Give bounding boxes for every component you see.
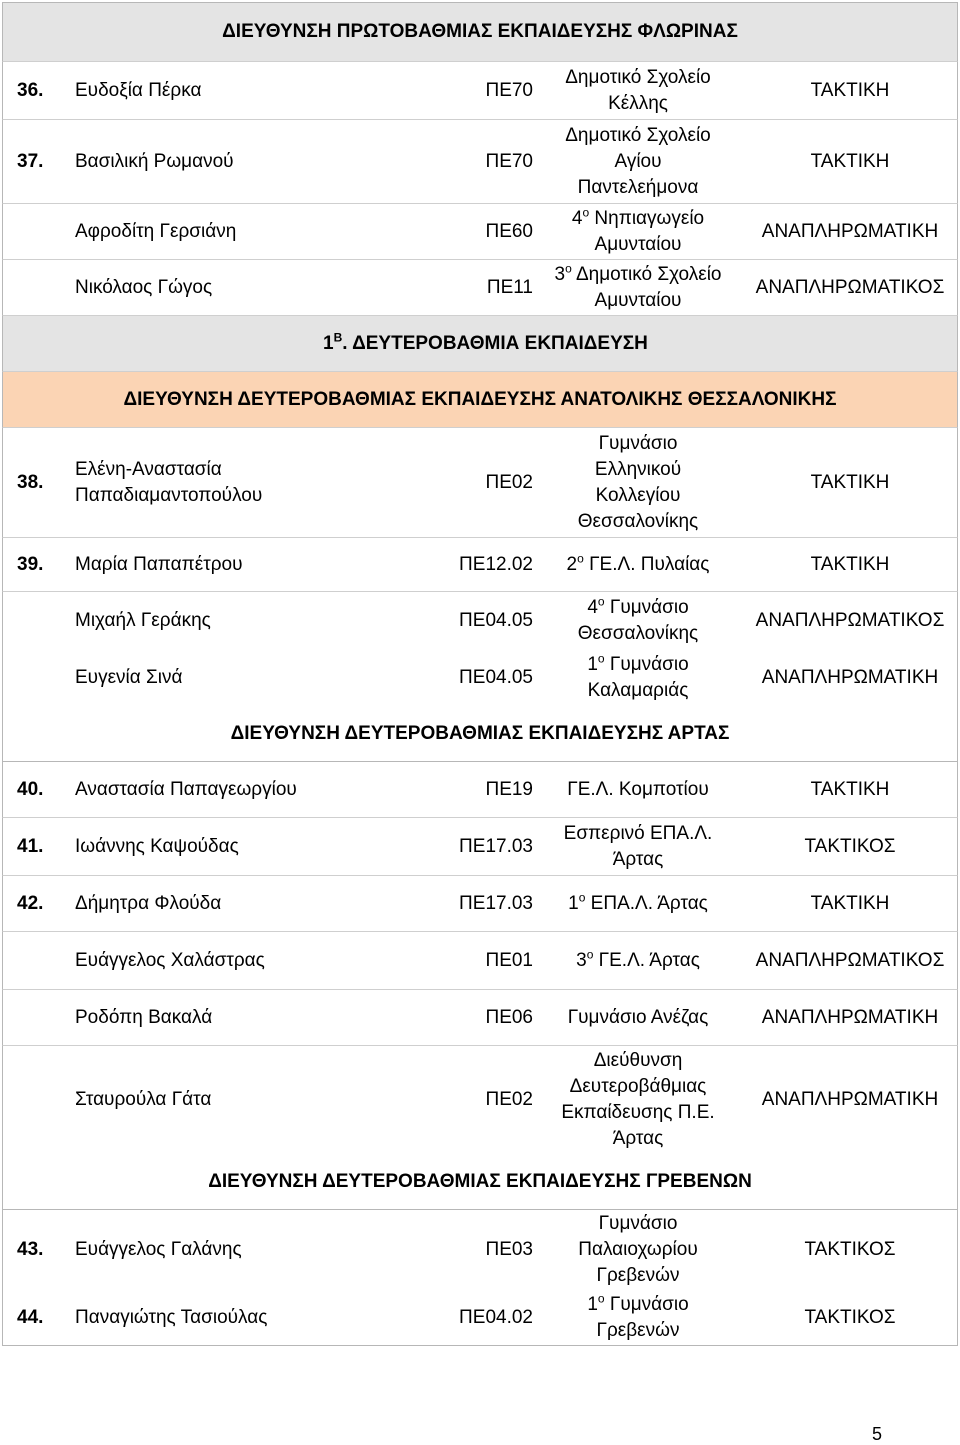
employment-status: ΑΝΑΠΛΗΡΩΜΑΤΙΚΗ — [761, 1089, 939, 1110]
table-row — [2, 932, 958, 990]
school-name: Διεύθυνση Δευτεροβάθμιας Εκπαίδευσης Π.Ε. Άρτας — [561, 1050, 715, 1149]
specialty-code: ΠΕ06 — [485, 1006, 533, 1028]
employment-status: ΑΝΑΠΛΗΡΩΜΑΤΙΚΗ — [761, 1006, 939, 1028]
teacher-name: Ευάγγελος Γαλάνης — [75, 1239, 242, 1260]
employment-status: ΑΝΑΠΛΗΡΩΜΑΤΙΚΗ — [761, 667, 939, 688]
teacher-name: Ελένη-Αναστασία Παπαδιαμαντοπούλου — [75, 458, 263, 506]
employment-status: ΤΑΚΤΙΚΟΣ — [804, 1239, 896, 1260]
teacher-name: Ευάγγελος Χαλάστρας — [75, 949, 265, 971]
teacher-name: Βασιλική Ρωμανού — [75, 150, 234, 172]
table-row — [2, 62, 958, 120]
row-number: 43. — [17, 1239, 44, 1260]
teacher-name: Μιχαήλ Γεράκης — [75, 610, 211, 631]
specialty-code: ΠΕ70 — [485, 150, 533, 172]
school-name: Γυμνάσιο Παλαιοχωρίου Γρεβενών — [578, 1213, 698, 1286]
section-header-secondary — [2, 316, 958, 372]
row-number — [17, 932, 67, 989]
school-name: Δημοτικό Σχολείο Κέλλης — [565, 66, 711, 114]
school-name: ΓΕ.Λ. Κομποτίου — [567, 778, 709, 800]
row-number: 36. — [17, 79, 44, 101]
school-name: Δημοτικό Σχολείο Αγίου Παντελεήμονα — [565, 124, 711, 198]
specialty-code: ΠΕ02 — [485, 471, 533, 493]
school-name: $1^o$ ΕΠΑ.Λ. Άρτας — [568, 890, 708, 914]
specialty-code: ΠΕ02 — [485, 1089, 533, 1110]
teacher-name: Μαρία Παπαπέτρου — [75, 553, 243, 575]
employment-status: ΤΑΚΤΙΚΗ — [810, 553, 890, 575]
teacher-name: Ευδοξία Πέρκα — [75, 79, 202, 101]
table-row — [2, 990, 958, 1046]
specialty-code: ΠΕ19 — [485, 778, 533, 800]
specialty-code: ΠΕ17.03 — [459, 892, 533, 914]
section-header-arta — [2, 706, 958, 762]
employment-status: ΤΑΚΤΙΚΗ — [810, 778, 890, 800]
table-row — [2, 1290, 958, 1346]
employment-status: ΑΝΑΠΛΗΡΩΜΑΤΙΚΟΣ — [755, 949, 945, 971]
teacher-name: Δήμητρα Φλούδα — [75, 892, 222, 914]
school-name: Γυμνάσιο Ελληνικού Κολλεγίου Θεσσαλονίκης — [577, 432, 699, 532]
section-title: ΔΙΕΥΘΥΝΣΗ ΔΕΥΤΕΡΟΒΑΘΜΙΑΣ ΕΚΠΑΙΔΕΥΣΗΣ ΓΡΕΒΕΝΩΝ — [208, 1170, 752, 1192]
specialty-code: ΠΕ17.03 — [459, 835, 533, 857]
school-name: $1^o$ Γυμνάσιο Καλαμαριάς — [587, 651, 689, 701]
table-row — [2, 1210, 958, 1290]
employment-status: ΤΑΚΤΙΚΗ — [810, 79, 890, 101]
employment-status: ΑΝΑΠΛΗΡΩΜΑΤΙΚΟΣ — [755, 276, 945, 298]
employment-status: ΑΝΑΠΛΗΡΩΜΑΤΙΚΗ — [761, 220, 939, 242]
row-number: 39. — [17, 553, 44, 575]
row-number — [17, 1046, 67, 1154]
section-title: ΔΙΕΥΘΥΝΣΗ ΔΕΥΤΕΡΟΒΑΘΜΙΑΣ ΕΚΠΑΙΔΕΥΣΗΣ ΑΝΑΤΟΛΙΚΗΣ ΘΕΣΣΑΛΟΝΙΚΗΣ — [123, 388, 837, 410]
row-number: 42. — [17, 892, 44, 914]
school-name: $1^o$ Γυμνάσιο Γρεβενών — [587, 1291, 689, 1341]
table-row — [2, 876, 958, 932]
row-number: 40. — [17, 778, 44, 800]
row-number — [17, 592, 67, 650]
teacher-name: Νικόλαος Γώγος — [75, 276, 213, 298]
teacher-name: Αναστασία Παπαγεωργίου — [75, 778, 297, 800]
school-name: $3^o$ Δημοτικό Σχολείο Αμυνταίου — [554, 261, 722, 311]
specialty-code: ΠΕ11 — [486, 276, 533, 298]
page-number: 5 — [872, 1424, 883, 1444]
school-name: Εσπερινό ΕΠΑ.Λ. Άρτας — [563, 822, 713, 870]
teacher-name: Σταυρούλα Γάτα — [75, 1089, 212, 1110]
row-number: 37. — [17, 150, 44, 172]
specialty-code: ΠΕ60 — [485, 220, 533, 242]
employment-status: ΤΑΚΤΙΚΗ — [810, 150, 890, 172]
employment-status: ΑΝΑΠΛΗΡΩΜΑΤΙΚΟΣ — [755, 610, 945, 631]
section-title: ΔΙΕΥΘΥΝΣΗ ΠΡΩΤΟΒΑΘΜΙΑΣ ΕΚΠΑΙΔΕΥΣΗΣ ΦΛΩΡΙΝΑΣ — [222, 21, 738, 42]
teacher-name: Αφροδίτη Γερσιάνη — [75, 220, 237, 242]
specialty-code: ΠΕ04.05 — [459, 610, 533, 631]
section-header-florina — [2, 2, 958, 62]
table-row — [2, 1046, 958, 1154]
specialty-code: ΠΕ01 — [485, 949, 533, 971]
row-number — [17, 990, 67, 1045]
section-header-thessaloniki — [2, 372, 958, 428]
section-header-grevena — [2, 1154, 958, 1210]
row-number — [17, 650, 67, 706]
employment-status: ΤΑΚΤΙΚΗ — [810, 471, 890, 493]
teacher-name: Ιωάννης Καψούδας — [75, 835, 239, 857]
section-title: $1^B$. ΔΕΥΤΕΡΟΒΑΘΜΙΑ ΕΚΠΑΙΔΕΥΣΗ — [323, 330, 648, 354]
school-name: $3^o$ ΓΕ.Λ. Άρτας — [576, 947, 700, 971]
specialty-code: ΠΕ04.02 — [459, 1306, 533, 1328]
teacher-name: Ευγενία Σινά — [75, 667, 183, 688]
row-number — [17, 260, 67, 315]
employment-status: ΤΑΚΤΙΚΟΣ — [804, 1306, 896, 1328]
specialty-code: ΠΕ04.05 — [459, 667, 533, 688]
table-row — [2, 260, 958, 316]
specialty-code: ΠΕ70 — [485, 79, 533, 101]
specialty-code: ΠΕ03 — [485, 1239, 533, 1260]
school-name: Γυμνάσιο Ανέζας — [567, 1006, 709, 1028]
row-number — [17, 204, 67, 259]
teacher-name: Ροδόπη Βακαλά — [75, 1006, 213, 1028]
school-name: $2^o$ ΓΕ.Λ. Πυλαίας — [566, 551, 710, 575]
table-row — [2, 592, 958, 650]
specialty-code: ΠΕ12.02 — [459, 553, 533, 575]
table-row — [2, 538, 958, 592]
table-row — [2, 818, 958, 876]
school-name: $4^o$ Νηπιαγωγείο Αμυνταίου — [571, 205, 705, 255]
row-number: 41. — [17, 835, 44, 857]
section-title: ΔΙΕΥΘΥΝΣΗ ΔΕΥΤΕΡΟΒΑΘΜΙΑΣ ΕΚΠΑΙΔΕΥΣΗΣ ΑΡΤΑΣ — [230, 722, 730, 744]
table-row — [2, 650, 958, 706]
table-row — [2, 204, 958, 260]
table-row — [2, 428, 958, 538]
school-name: $4^o$ Γυμνάσιο Θεσσαλονίκης — [577, 594, 699, 644]
row-number: 38. — [17, 471, 44, 493]
table-row — [2, 120, 958, 204]
table-row — [2, 762, 958, 818]
employment-status: ΤΑΚΤΙΚΗ — [810, 892, 890, 914]
row-number: 44. — [17, 1306, 44, 1328]
teacher-name: Παναγιώτης Τασιούλας — [75, 1306, 268, 1328]
employment-status: ΤΑΚΤΙΚΟΣ — [804, 835, 896, 857]
